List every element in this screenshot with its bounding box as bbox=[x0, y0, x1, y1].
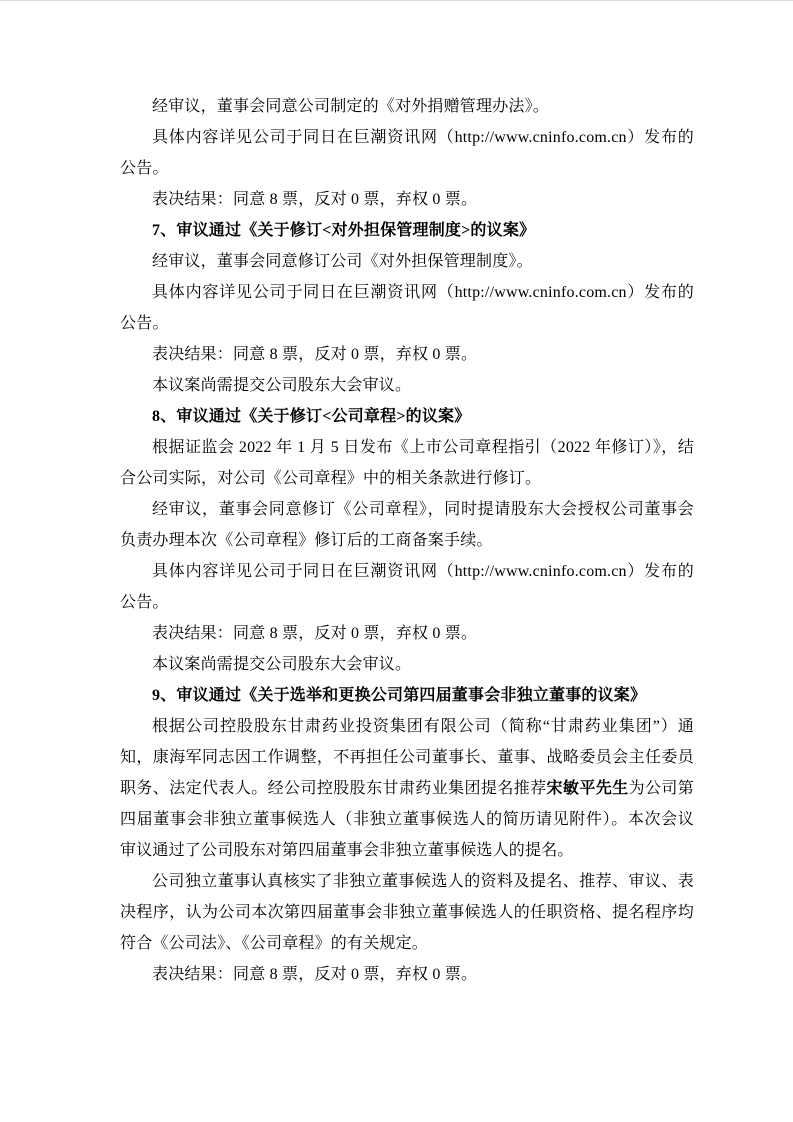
paragraph bbox=[120, 556, 694, 618]
bold-text-run: 宋敏平先生 bbox=[546, 780, 629, 797]
text-run: 具体内容详见公司于同日在巨潮资讯网（http://www.cninfo.com.cn）发布的公告。 bbox=[120, 284, 694, 332]
text-run: 本议案尚需提交公司股东大会审议。 bbox=[152, 377, 412, 394]
text-run: 经审议，董事会同意公司制定的《对外捐赠管理办法》。 bbox=[152, 98, 550, 115]
text-run: 经审议，董事会同意修订《公司章程》，同时提请股东大会授权公司董事会负责办理本次《公司章程》修订后的工商备案手续。 bbox=[120, 501, 694, 549]
paragraph bbox=[120, 122, 694, 184]
text-run: 表决结果：同意 8 票，反对 0 票，弃权 0 票。 bbox=[152, 191, 478, 208]
paragraph bbox=[120, 649, 694, 680]
text-run: 经审议，董事会同意修订公司《对外担保管理制度》。 bbox=[152, 253, 533, 270]
paragraph bbox=[120, 432, 694, 494]
text-run: 公司独立董事认真核实了非独立董事候选人的资料及提名、推荐、审议、表决程序，认为公司本次第四届董事会非独立董事候选人的任职资格、提名程序均符合《公司法》、《公司章程》的有关规定。 bbox=[120, 873, 694, 952]
paragraph bbox=[120, 494, 694, 556]
paragraph bbox=[120, 277, 694, 339]
paragraph bbox=[120, 866, 694, 959]
paragraph bbox=[120, 370, 694, 401]
text-run: 为公司第四届董事会非独立董事候选人（非独立董事候选人的简历请见附件）。本次会议审议通过了公司股东对第四届董事会非独立董事候选人的提名。 bbox=[120, 780, 694, 859]
bold-text-run: 8、审议通过《关于修订<公司章程>的议案》 bbox=[152, 408, 471, 425]
paragraph bbox=[120, 711, 694, 866]
section-heading bbox=[120, 215, 694, 246]
text-run: 表决结果：同意 8 票，反对 0 票，弃权 0 票。 bbox=[152, 346, 478, 363]
paragraph bbox=[120, 618, 694, 649]
document-body bbox=[120, 91, 694, 990]
section-heading bbox=[120, 680, 694, 711]
text-run: 具体内容详见公司于同日在巨潮资讯网（http://www.cninfo.com.cn）发布的公告。 bbox=[120, 129, 694, 177]
text-run: 根据证监会 2022 年 1 月 5 日发布《上市公司章程指引（2022 年修订）》，结合公司实际，对公司《公司章程》中的相关条款进行修订。 bbox=[120, 439, 694, 487]
paragraph bbox=[120, 959, 694, 990]
section-heading bbox=[120, 401, 694, 432]
paragraph bbox=[120, 339, 694, 370]
text-run: 根据公司控股股东甘肃药业投资集团有限公司（简称“甘肃药业集团”）通知，康海军同志因工作调整，不再担任公司董事长、董事、战略委员会主任委员职务、法定代表人。经公司控股股东甘肃药业集团提名推荐 bbox=[120, 718, 694, 797]
bold-text-run: 9、审议通过《关于选举和更换公司第四届董事会非独立董事的议案》 bbox=[152, 687, 647, 704]
text-run: 具体内容详见公司于同日在巨潮资讯网（http://www.cninfo.com.cn）发布的公告。 bbox=[120, 563, 694, 611]
text-run: 表决结果：同意 8 票，反对 0 票，弃权 0 票。 bbox=[152, 625, 478, 642]
paragraph bbox=[120, 91, 694, 122]
paragraph bbox=[120, 246, 694, 277]
bold-text-run: 7、审议通过《关于修订<对外担保管理制度>的议案》 bbox=[152, 222, 536, 239]
paragraph bbox=[120, 184, 694, 215]
text-run: 表决结果：同意 8 票，反对 0 票，弃权 0 票。 bbox=[152, 966, 478, 983]
text-run: 本议案尚需提交公司股东大会审议。 bbox=[152, 656, 412, 673]
